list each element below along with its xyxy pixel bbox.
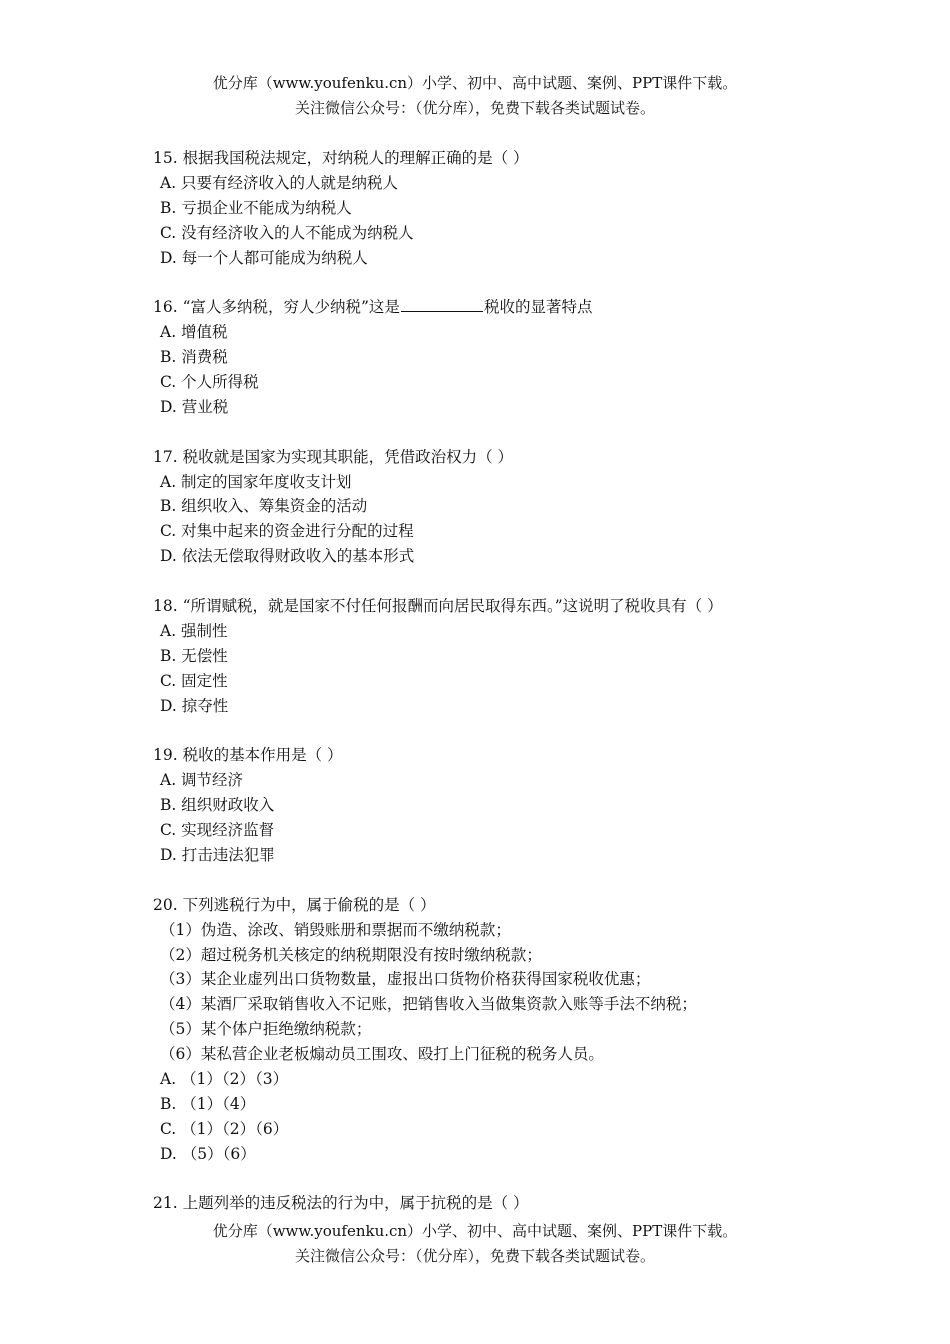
option-c: C. 实现经济监督 <box>160 821 275 840</box>
option-d: D. 掠夺性 <box>160 696 229 715</box>
question-16 <box>153 295 853 419</box>
option-b: B. 组织收入、筹集资金的活动 <box>160 497 368 516</box>
option-a: A. 强制性 <box>160 621 228 640</box>
question-15 <box>153 146 853 270</box>
footer-line-1: 优分库（www.youfenku.cn）小学、初中、高中试题、案例、PPT课件下载。 <box>212 1222 738 1240</box>
option-c: C. 个人所得税 <box>160 373 259 392</box>
option-d: D. 打击违法犯罪 <box>160 845 275 864</box>
question-stem: 19. 税收的基本作用是（ ） <box>153 746 343 765</box>
case-item-2: （2）超过税务机关核定的纳税期限没有按时缴纳税款； <box>160 945 542 964</box>
footer-line-2: 关注微信公众号：（优分库），免费下载各类试题试卷。 <box>294 1247 655 1265</box>
option-a: A. 只要有经济收入的人就是纳税人 <box>160 173 399 192</box>
question-list <box>153 146 853 1216</box>
option-c: C. 对集中起来的资金进行分配的过程 <box>160 522 414 541</box>
option-d: D. 依法无偿取得财政收入的基本形式 <box>160 547 415 566</box>
question-19 <box>153 743 853 867</box>
option-d: D. 营业税 <box>160 397 229 416</box>
option-a: A. 增值税 <box>160 323 228 342</box>
question-18 <box>153 594 853 718</box>
option-a: A. （1）（2）（3） <box>160 1069 289 1088</box>
stem-before-blank: 16. “富人多纳税，穷人少纳税”这是 <box>153 298 400 317</box>
case-item-1: （1）伪造、涂改、销毁账册和票据而不缴纳税款； <box>160 920 511 939</box>
stem-after-blank: 税收的显著特点 <box>483 298 593 317</box>
case-item-4: （4）某酒厂采取销售收入不记账，把销售收入当做集资款入账等手法不纳税； <box>160 995 697 1014</box>
question-17 <box>153 445 853 569</box>
case-item-3: （3）某企业虚列出口货物数量，虚报出口货物价格获得国家税收优惠； <box>160 970 651 989</box>
question-stem: 17. 税收就是国家为实现其职能，凭借政治权力（ ） <box>153 447 514 466</box>
option-b: B. 组织财政收入 <box>160 796 275 815</box>
question-stem: 21. 上题列举的违反税法的行为中，属于抗税的是（ ） <box>153 1194 529 1213</box>
answer-blank <box>401 297 483 312</box>
option-a: A. 调节经济 <box>160 771 244 790</box>
option-c: C. 没有经济收入的人不能成为纳税人 <box>160 223 414 242</box>
question-stem: 18. “所谓赋税，就是国家不付任何报酬而向居民取得东西。”这说明了税收具有（ ） <box>153 597 723 616</box>
option-c: C. 固定性 <box>160 671 228 690</box>
header-line-1: 优分库（www.youfenku.cn）小学、初中、高中试题、案例、PPT课件下载。 <box>212 74 738 92</box>
question-stem: 15. 根据我国税法规定，对纳税人的理解正确的是（ ） <box>153 149 529 167</box>
option-b: B. 无偿性 <box>160 646 228 665</box>
question-21 <box>153 1191 853 1216</box>
option-c: C. （1）（2）（6） <box>160 1119 289 1138</box>
question-stem: 20. 下列逃税行为中，属于偷税的是（ ） <box>153 895 436 914</box>
question-20 <box>153 893 853 1167</box>
question-stem <box>153 295 853 320</box>
header-line-2: 关注微信公众号：（优分库），免费下载各类试题试卷。 <box>294 99 655 117</box>
option-a: A. 制定的国家年度收支计划 <box>160 472 352 491</box>
option-b: B. 亏损企业不能成为纳税人 <box>160 198 352 217</box>
option-d: D. （5）（6） <box>160 1144 256 1163</box>
case-item-5: （5）某个体户拒绝缴纳税款； <box>160 1020 372 1039</box>
option-d: D. 每一个人都可能成为纳税人 <box>160 248 368 267</box>
option-b: B. 消费税 <box>160 348 228 367</box>
case-item-6: （6）某私营企业老板煽动员工围攻、殴打上门征税的税务人员。 <box>160 1045 604 1064</box>
option-b: B. （1）（4） <box>160 1094 256 1113</box>
